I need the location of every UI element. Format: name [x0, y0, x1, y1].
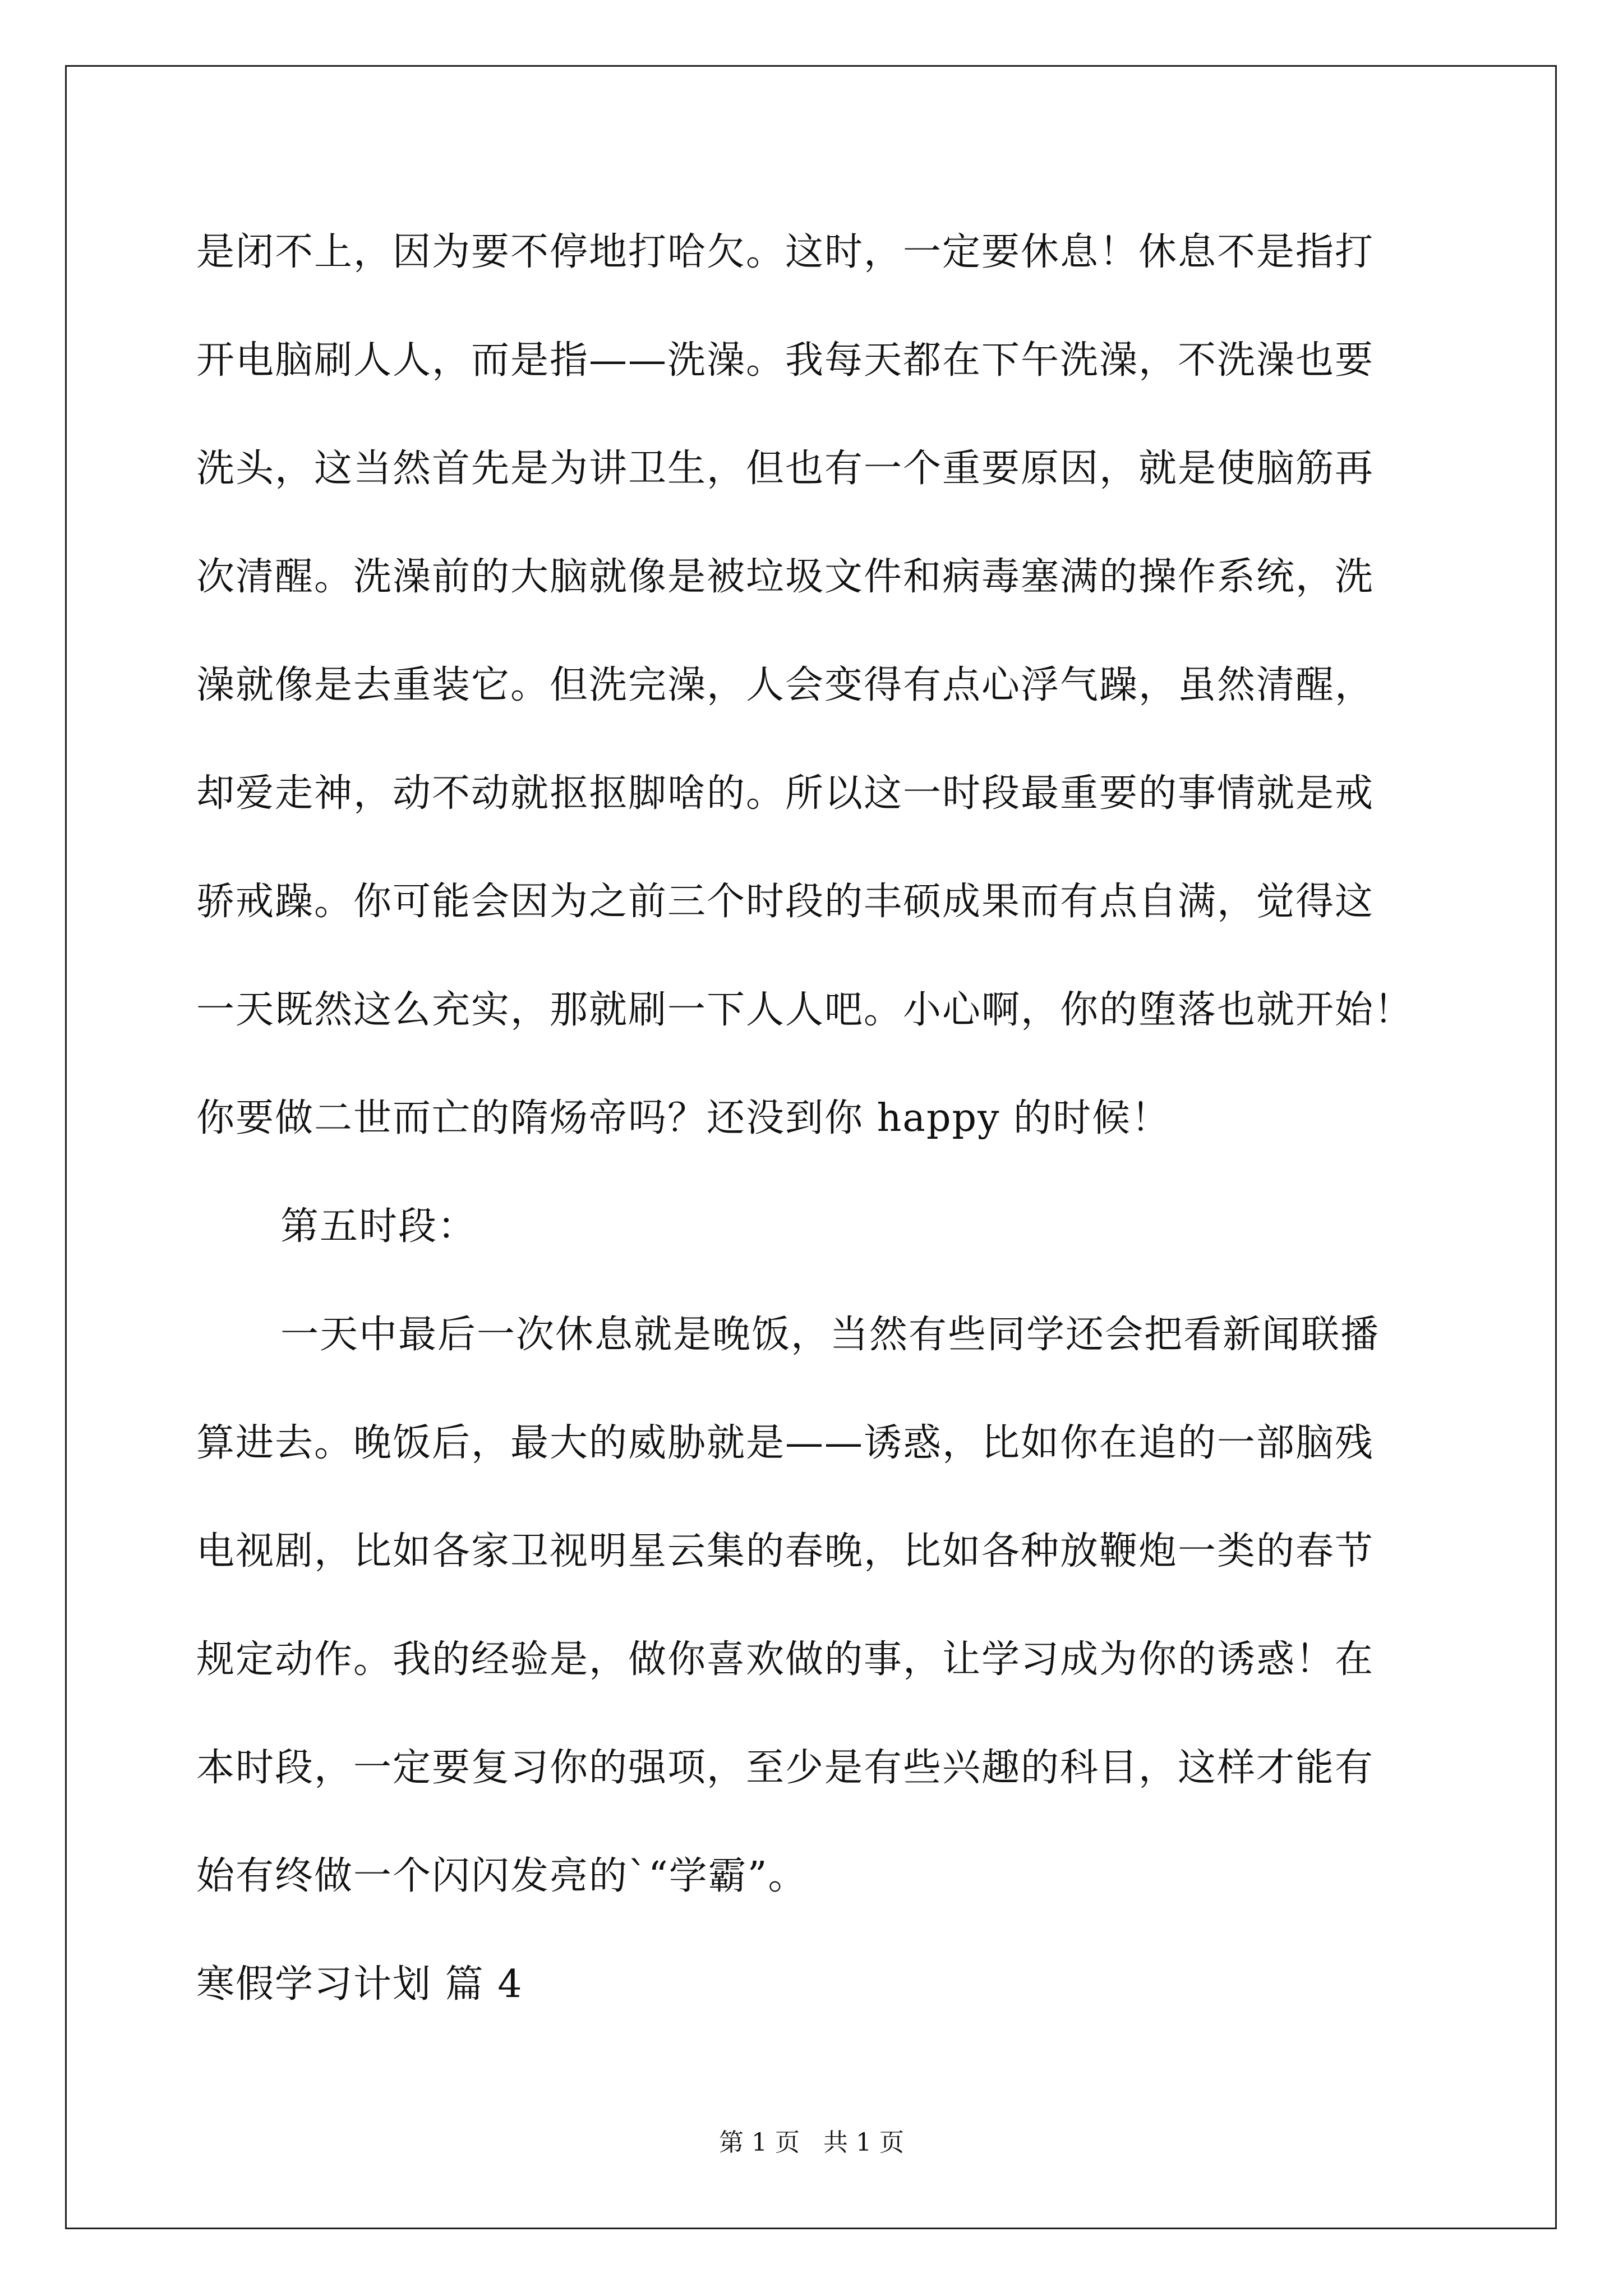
paragraph-line: 骄戒躁。你可能会因为之前三个时段的丰硕成果而有点自满，觉得这 — [196, 880, 1375, 924]
page-footer — [0, 2126, 1623, 2160]
paragraph-line: 电视剧，比如各家卫视明星云集的春晚，比如各种放鞭炮一类的春节 — [196, 1529, 1375, 1573]
article-title: 寒假学习计划 篇 4 — [196, 1962, 523, 2007]
paragraph-line: 本时段，一定要复习你的强项，至少是有些兴趣的科目，这样才能有 — [196, 1746, 1375, 1790]
page-number: 第 1 页 — [719, 2128, 800, 2157]
paragraph-line: 始有终做一个闪闪发亮的`“学霸”。 — [196, 1854, 808, 1898]
paragraph-line: 算进去。晚饭后，最大的威胁就是——诱惑，比如你在追的一部脑残 — [196, 1421, 1375, 1465]
paragraph-line: 一天既然这么充实，那就刷一下人人吧。小心啊，你的堕落也就开始！ — [196, 988, 1414, 1032]
paragraph-line: 却爱走神，动不动就抠抠脚啥的。所以这一时段最重要的事情就是戒 — [196, 771, 1375, 816]
paragraph-line: 你要做二世而亡的隋炀帝吗？还没到你 happy 的时候！ — [196, 1096, 1171, 1140]
paragraph-line: 规定动作。我的经验是，做你喜欢做的事，让学习成为你的诱惑！在 — [196, 1637, 1375, 1682]
page-total: 共 1 页 — [823, 2128, 904, 2157]
paragraph-line: 洗头，这当然首先是为讲卫生，但也有一个重要原因，就是使脑筋再 — [196, 447, 1375, 491]
paragraph-line: 一天中最后一次休息就是晚饭，当然有些同学还会把看新闻联播 — [280, 1313, 1380, 1357]
paragraph-line: 是闭不上，因为要不停地打哈欠。这时，一定要休息！休息不是指打 — [196, 230, 1375, 274]
section-heading: 第五时段： — [280, 1204, 477, 1249]
paragraph-line: 澡就像是去重装它。但洗完澡，人会变得有点心浮气躁，虽然清醒， — [196, 663, 1375, 707]
paragraph-line: 次清醒。洗澡前的大脑就像是被垃圾文件和病毒塞满的操作系统，洗 — [196, 555, 1375, 599]
paragraph-line: 开电脑刷人人，而是指——洗澡。我每天都在下午洗澡，不洗澡也要 — [196, 338, 1375, 383]
